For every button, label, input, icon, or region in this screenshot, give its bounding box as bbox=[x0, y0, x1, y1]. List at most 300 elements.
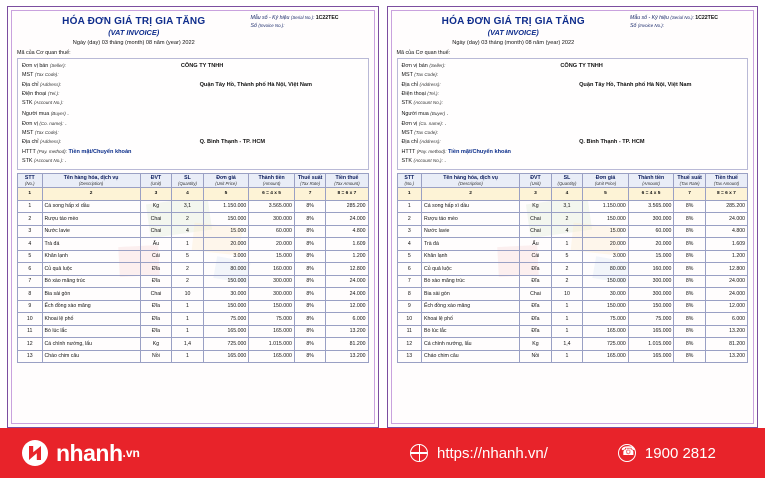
buyer-mst-label: MST bbox=[401, 130, 413, 137]
buyer-name-row bbox=[22, 110, 364, 119]
buyer-stk-label: STK bbox=[401, 158, 412, 165]
buyer-address-value: Q. Bình Thạnh - TP. HCM bbox=[579, 139, 645, 146]
seller-phone-label-en: (Tel.): bbox=[47, 90, 60, 96]
cell-price: 15.000 bbox=[583, 225, 629, 238]
table-row bbox=[18, 213, 369, 226]
table-row bbox=[18, 350, 369, 363]
cell-unit: Cái bbox=[140, 250, 172, 263]
col-number: 2 bbox=[422, 188, 520, 201]
seller-mst-label: MST bbox=[22, 72, 34, 79]
cell-rate: 8% bbox=[674, 225, 706, 238]
th-tax-amount-en: (Tax Amount) bbox=[334, 181, 360, 187]
brand-tld: .vn bbox=[122, 446, 140, 460]
cell-tax: 12.000 bbox=[326, 300, 368, 313]
cell-name: Rượu táo mèo bbox=[422, 213, 520, 226]
cell-tax: 6.000 bbox=[326, 313, 368, 326]
cell-amount: 75.000 bbox=[249, 313, 295, 326]
th-tax-rate bbox=[294, 173, 326, 188]
cell-unit: Kg bbox=[520, 338, 552, 351]
invoice-date: Ngày (day) 03 tháng (month) 08 năm (year) 2022 bbox=[72, 40, 195, 46]
buyer-payment-value: Tiền mặt/Chuyển khoản bbox=[447, 148, 511, 155]
cell-tax: 285.200 bbox=[326, 200, 368, 213]
cell-unit: Chai bbox=[140, 288, 172, 301]
cell-unit: Đĩa bbox=[520, 313, 552, 326]
nhanh-logo-icon bbox=[22, 440, 48, 466]
cell-rate: 8% bbox=[674, 350, 706, 363]
cell-qty: 1 bbox=[551, 300, 583, 313]
table-row bbox=[18, 238, 369, 251]
invoice-number-label-en: (Invoice No.): bbox=[637, 22, 664, 28]
cell-price: 725.000 bbox=[583, 338, 629, 351]
cell-tax: 81.200 bbox=[326, 338, 368, 351]
invoice-left bbox=[7, 6, 379, 428]
col-number: 1 bbox=[18, 188, 43, 201]
buyer-address-label-en: (Address): bbox=[39, 139, 62, 145]
buyer-payment-label: HTTT bbox=[22, 148, 36, 155]
cell-qty: 2 bbox=[551, 263, 583, 276]
invoice-number-label: Số bbox=[250, 22, 257, 29]
cell-stt: 4 bbox=[397, 238, 422, 251]
seller-phone-label: Điện thoại bbox=[22, 90, 47, 97]
cell-qty: 1,4 bbox=[551, 338, 583, 351]
cell-qty: 1 bbox=[172, 300, 204, 313]
footer-phone[interactable] bbox=[618, 444, 716, 462]
cell-qty: 1 bbox=[551, 238, 583, 251]
cell-stt: 13 bbox=[18, 350, 43, 363]
invoice-form-label: Mẫu số - Ký hiệu bbox=[630, 15, 669, 21]
cell-price: 165.000 bbox=[583, 350, 629, 363]
cell-name: Cá song hấp xì dầu bbox=[422, 200, 520, 213]
table-body-left bbox=[18, 188, 369, 363]
cell-unit: Cái bbox=[520, 250, 552, 263]
seller-block bbox=[397, 58, 749, 170]
cell-amount: 160.000 bbox=[628, 263, 674, 276]
cell-unit: Chai bbox=[520, 213, 552, 226]
seller-phone-row bbox=[22, 90, 364, 99]
cell-tax: 12.000 bbox=[705, 300, 747, 313]
cell-price: 3.000 bbox=[583, 250, 629, 263]
cell-qty: 1,4 bbox=[172, 338, 204, 351]
cell-qty: 4 bbox=[551, 225, 583, 238]
table-row bbox=[18, 225, 369, 238]
seller-address-row bbox=[402, 81, 744, 90]
invoice-number-row bbox=[251, 23, 369, 31]
cell-tax: 24.000 bbox=[705, 275, 747, 288]
col-number: 6 = 4 x 5 bbox=[628, 188, 674, 201]
th-unit-price bbox=[203, 173, 249, 188]
col-number: 7 bbox=[294, 188, 326, 201]
col-number: 4 bbox=[551, 188, 583, 201]
cell-amount: 300.000 bbox=[249, 288, 295, 301]
invoice-title: HÓA ĐƠN GIÁ TRỊ GIA TĂNG bbox=[62, 16, 206, 27]
cell-amount: 165.000 bbox=[249, 325, 295, 338]
cell-rate: 8% bbox=[674, 325, 706, 338]
buyer-name-row bbox=[402, 110, 744, 119]
th-stt-vi: STT bbox=[24, 174, 35, 181]
cell-rate: 8% bbox=[294, 238, 326, 251]
buyer-address-row bbox=[22, 138, 364, 147]
seller-stk-row bbox=[402, 99, 744, 108]
cell-rate: 8% bbox=[674, 288, 706, 301]
th-tax-rate-vi: Thuế suất bbox=[677, 174, 702, 181]
invoice-header bbox=[397, 14, 749, 46]
cell-tax: 24.000 bbox=[326, 275, 368, 288]
seller-mst-label-en: (Tax Code): bbox=[34, 72, 59, 78]
seller-phone-row bbox=[402, 90, 744, 99]
line-items-table bbox=[397, 173, 749, 364]
brand-name: nhanh bbox=[56, 439, 123, 466]
cell-stt: 5 bbox=[18, 250, 43, 263]
cell-stt: 4 bbox=[18, 238, 43, 251]
cell-name: Bia sài gòn bbox=[422, 288, 520, 301]
cell-price: 15.000 bbox=[203, 225, 249, 238]
table-row bbox=[397, 263, 748, 276]
cell-price: 165.000 bbox=[583, 325, 629, 338]
invoice-form-row bbox=[251, 15, 369, 23]
cell-stt: 5 bbox=[397, 250, 422, 263]
seller-stk-label-en: (Account No.): bbox=[33, 100, 64, 106]
table-row bbox=[397, 300, 748, 313]
cell-rate: 8% bbox=[294, 213, 326, 226]
cell-amount: 165.000 bbox=[249, 350, 295, 363]
buyer-block bbox=[402, 110, 744, 166]
cell-rate: 8% bbox=[674, 275, 706, 288]
cell-name: Khăn lạnh bbox=[422, 250, 520, 263]
cell-price: 30.000 bbox=[583, 288, 629, 301]
buyer-block bbox=[22, 110, 364, 166]
seller-unit-label: Đơn vị bán bbox=[401, 63, 428, 69]
cell-amount: 300.000 bbox=[628, 288, 674, 301]
th-unit-price-vi: Đơn giá bbox=[216, 174, 236, 181]
invoice-form-label: Mẫu số - Ký hiệu bbox=[250, 15, 290, 21]
cell-tax: 81.200 bbox=[705, 338, 747, 351]
cell-tax: 12.800 bbox=[705, 263, 747, 276]
buyer-address-label-en: (Address): bbox=[419, 139, 441, 145]
cell-amount: 300.000 bbox=[249, 275, 295, 288]
th-tax-amount bbox=[705, 173, 747, 188]
cell-stt: 12 bbox=[397, 338, 422, 351]
buyer-payment-label-en: (Pay. method): bbox=[416, 148, 447, 154]
cell-unit: Chai bbox=[140, 213, 172, 226]
cell-price: 3.000 bbox=[203, 250, 249, 263]
seller-unit-value: CÔNG TY TNHH bbox=[560, 63, 603, 69]
invoice-subtitle: (VAT INVOICE) bbox=[108, 28, 160, 37]
buyer-address-label: Địa chỉ bbox=[401, 139, 418, 146]
col-number: 7 bbox=[674, 188, 706, 201]
tax-office-label: Mã của Cơ quan thuế: bbox=[396, 50, 451, 56]
cell-price: 20.000 bbox=[203, 238, 249, 251]
th-stt bbox=[397, 173, 422, 188]
table-body-right bbox=[397, 188, 748, 363]
col-number: 5 bbox=[583, 188, 629, 201]
cell-stt: 6 bbox=[397, 263, 422, 276]
cell-rate: 8% bbox=[294, 338, 326, 351]
cell-qty: 10 bbox=[551, 288, 583, 301]
buyer-payment-row bbox=[402, 148, 744, 158]
table-row bbox=[18, 250, 369, 263]
cell-qty: 2 bbox=[551, 275, 583, 288]
tax-office-label: Mã của Cơ quan thuế: bbox=[17, 50, 71, 56]
cell-unit: Nồi bbox=[520, 350, 552, 363]
cell-unit: Chai bbox=[140, 225, 172, 238]
th-tax-rate-vi: Thuế suất bbox=[297, 174, 323, 181]
globe-icon bbox=[410, 444, 428, 462]
cell-name: Rượu táo mèo bbox=[42, 213, 140, 226]
buyer-address-row bbox=[402, 138, 744, 147]
cell-amount: 60.000 bbox=[249, 225, 295, 238]
cell-amount: 1.015.000 bbox=[628, 338, 674, 351]
cell-name: Củ quả luộc bbox=[422, 263, 520, 276]
cell-price: 165.000 bbox=[203, 325, 249, 338]
cell-stt: 11 bbox=[397, 325, 422, 338]
cell-tax: 1.200 bbox=[705, 250, 747, 263]
cell-rate: 8% bbox=[294, 200, 326, 213]
cell-qty: 2 bbox=[172, 213, 204, 226]
cell-unit: Chai bbox=[520, 225, 552, 238]
th-unit-price-en: (Unit Price) bbox=[594, 181, 617, 187]
table-row bbox=[397, 238, 748, 251]
cell-tax: 24.000 bbox=[705, 213, 747, 226]
invoice-form-row bbox=[630, 15, 748, 23]
seller-stk-label: STK bbox=[22, 100, 33, 107]
th-tax-amount-vi: Tiền thuế bbox=[335, 174, 359, 181]
cell-name: Nước lavie bbox=[422, 225, 520, 238]
cell-name: Khoai lệ phố bbox=[422, 313, 520, 326]
cell-tax: 285.200 bbox=[705, 200, 747, 213]
table-header-row bbox=[397, 173, 748, 188]
cell-rate: 8% bbox=[294, 350, 326, 363]
cell-name: Cháo chim câu bbox=[422, 350, 520, 363]
seller-unit-label-en: (Seller): bbox=[49, 63, 66, 68]
invoice-date: Ngày (day) 03 tháng (month) 08 năm (year) 2022 bbox=[452, 40, 575, 46]
th-amount-vi: Thành tiền bbox=[258, 174, 285, 181]
th-stt-vi: STT bbox=[404, 174, 415, 181]
cell-name: Khăn lạnh bbox=[42, 250, 140, 263]
cell-amount: 165.000 bbox=[628, 325, 674, 338]
cell-name: Bò lúc lắc bbox=[42, 325, 140, 338]
th-stt-en: (No.) bbox=[404, 181, 415, 187]
cell-amount: 3.565.000 bbox=[249, 200, 295, 213]
cell-price: 75.000 bbox=[583, 313, 629, 326]
buyer-name-label: Người mua bbox=[401, 111, 429, 118]
seller-unit-label: Đơn vị bán bbox=[22, 63, 49, 69]
cell-rate: 8% bbox=[674, 213, 706, 226]
cell-name: Nước lavie bbox=[42, 225, 140, 238]
cell-price: 1.150.000 bbox=[583, 200, 629, 213]
invoice-number-label-en: (Invoice No.): bbox=[258, 22, 285, 28]
cell-rate: 8% bbox=[674, 313, 706, 326]
seller-phone-label-en: (Tel.): bbox=[427, 90, 439, 96]
buyer-mst-label: MST bbox=[22, 130, 34, 137]
cell-rate: 8% bbox=[294, 225, 326, 238]
buyer-name-label: Người mua bbox=[22, 111, 50, 118]
col-number: 8 = 6 x 7 bbox=[326, 188, 368, 201]
table-row bbox=[18, 300, 369, 313]
th-description-en: (Description) bbox=[458, 181, 483, 187]
buyer-stk-label: STK bbox=[22, 158, 33, 165]
buyer-mst-label-en: (Tax Code): bbox=[34, 130, 59, 136]
th-description bbox=[422, 173, 520, 188]
buyer-unit-label-en: (Co. name): bbox=[39, 120, 64, 126]
cell-qty: 1 bbox=[172, 325, 204, 338]
cell-amount: 60.000 bbox=[628, 225, 674, 238]
th-stt bbox=[18, 173, 43, 188]
th-quantity-vi: SL bbox=[563, 174, 571, 181]
cell-qty: 1 bbox=[172, 313, 204, 326]
cell-tax: 1.609 bbox=[326, 238, 368, 251]
cell-price: 725.000 bbox=[203, 338, 249, 351]
cell-tax: 24.000 bbox=[326, 288, 368, 301]
invoice-form-value: 1C22TEC bbox=[315, 15, 339, 21]
cell-stt: 3 bbox=[397, 225, 422, 238]
th-unit-en: (Unit) bbox=[150, 181, 162, 187]
cell-unit: Kg bbox=[140, 338, 172, 351]
buyer-name-value: . bbox=[67, 111, 69, 118]
th-amount-vi: Thành tiền bbox=[637, 174, 665, 181]
cell-amount: 1.015.000 bbox=[249, 338, 295, 351]
col-number: 2 bbox=[42, 188, 140, 201]
cell-tax: 24.000 bbox=[326, 213, 368, 226]
cell-name: Cá song hấp xì dầu bbox=[42, 200, 140, 213]
buyer-unit-value: . bbox=[444, 120, 447, 127]
buyer-mst-row bbox=[22, 129, 364, 138]
buyer-unit-row bbox=[402, 120, 744, 129]
cell-rate: 8% bbox=[674, 338, 706, 351]
invoice-form-value: 1C22TEC bbox=[695, 15, 719, 21]
cell-unit: Đĩa bbox=[520, 325, 552, 338]
cell-tax: 13.200 bbox=[705, 325, 747, 338]
buyer-unit-label: Đơn vị bbox=[22, 120, 38, 127]
cell-tax: 13.200 bbox=[326, 350, 368, 363]
cell-stt: 10 bbox=[397, 313, 422, 326]
th-unit-vi: ĐVT bbox=[150, 174, 162, 181]
cell-rate: 8% bbox=[294, 275, 326, 288]
invoice-header bbox=[17, 14, 369, 46]
seller-mst-label-en: (Tax Code): bbox=[414, 72, 439, 78]
table-row bbox=[18, 288, 369, 301]
seller-address-label-en: (Address): bbox=[419, 81, 441, 87]
table-row bbox=[397, 225, 748, 238]
table-row bbox=[18, 325, 369, 338]
cell-amount: 150.000 bbox=[249, 300, 295, 313]
seller-stk-row bbox=[22, 99, 364, 108]
line-items-table bbox=[17, 173, 369, 364]
cell-name: Bò lúc lắc bbox=[422, 325, 520, 338]
buyer-mst-label-en: (Tax Code): bbox=[414, 130, 439, 136]
cell-amount: 300.000 bbox=[628, 213, 674, 226]
th-description bbox=[42, 173, 140, 188]
invoice-right bbox=[387, 6, 759, 428]
cell-unit: Đĩa bbox=[520, 300, 552, 313]
seller-unit-row bbox=[22, 62, 364, 71]
table-row bbox=[18, 263, 369, 276]
footer-bar bbox=[0, 428, 765, 478]
cell-qty: 3,1 bbox=[172, 200, 204, 213]
cell-stt: 8 bbox=[18, 288, 43, 301]
th-unit-price-vi: Đơn giá bbox=[595, 174, 616, 181]
table-row bbox=[18, 313, 369, 326]
cell-tax: 13.200 bbox=[326, 325, 368, 338]
buyer-stk-label-en: (Account No.): bbox=[413, 158, 443, 164]
invoice-form-label-en: (Serial No.): bbox=[290, 15, 315, 20]
cell-unit: Đĩa bbox=[140, 313, 172, 326]
seller-stk-label-en: (Account No.): bbox=[413, 100, 443, 106]
cell-amount: 150.000 bbox=[628, 300, 674, 313]
th-unit bbox=[520, 173, 552, 188]
buyer-stk-value: . bbox=[444, 158, 446, 165]
col-number: 1 bbox=[397, 188, 422, 201]
cell-stt: 6 bbox=[18, 263, 43, 276]
buyer-unit-row bbox=[22, 120, 364, 129]
cell-unit: Đĩa bbox=[140, 275, 172, 288]
cell-qty: 1 bbox=[551, 313, 583, 326]
cell-amount: 160.000 bbox=[249, 263, 295, 276]
buyer-stk-row bbox=[402, 157, 744, 166]
footer-website-text: https://nhanh.vn/ bbox=[437, 444, 548, 462]
buyer-address-label: Địa chỉ bbox=[22, 139, 39, 146]
th-unit-en: (Unit) bbox=[530, 181, 541, 187]
th-description-en: (Description) bbox=[78, 181, 104, 187]
invoice-title: HÓA ĐƠN GIÁ TRỊ GIA TĂNG bbox=[441, 16, 585, 27]
col-number: 6 = 4 x 5 bbox=[249, 188, 295, 201]
phone-icon bbox=[618, 444, 636, 462]
table-row bbox=[397, 350, 748, 363]
seller-address-row bbox=[22, 81, 364, 90]
invoice-number-label: Số bbox=[630, 22, 637, 29]
cell-amount: 20.000 bbox=[249, 238, 295, 251]
th-quantity-en: (Quantity) bbox=[178, 181, 197, 187]
cell-name: Ếch đồng xào măng bbox=[42, 300, 140, 313]
cell-qty: 5 bbox=[551, 250, 583, 263]
cell-qty: 1 bbox=[551, 325, 583, 338]
th-description-vi: Tên hàng hóa, dịch vụ bbox=[63, 174, 119, 181]
cell-amount: 15.000 bbox=[249, 250, 295, 263]
cell-unit: Đĩa bbox=[140, 263, 172, 276]
buyer-payment-value: Tiền mặt/Chuyển khoản bbox=[68, 148, 132, 155]
th-stt-en: (No.) bbox=[24, 181, 35, 187]
cell-name: Củ quả luộc bbox=[42, 263, 140, 276]
seller-address-label-en: (Address): bbox=[39, 81, 62, 87]
table-header-row bbox=[18, 173, 369, 188]
cell-amount: 15.000 bbox=[628, 250, 674, 263]
table-column-number-row bbox=[397, 188, 748, 201]
cell-qty: 2 bbox=[551, 213, 583, 226]
th-quantity-vi: SL bbox=[184, 174, 191, 181]
footer-website[interactable] bbox=[410, 444, 548, 462]
cell-name: Khoai lệ phố bbox=[42, 313, 140, 326]
cell-tax: 13.200 bbox=[705, 350, 747, 363]
cell-amount: 3.565.000 bbox=[628, 200, 674, 213]
th-quantity-en: (Quantity) bbox=[557, 181, 577, 187]
seller-mst-row bbox=[402, 71, 744, 80]
th-amount bbox=[249, 173, 295, 188]
buyer-payment-label: HTTT bbox=[401, 148, 416, 155]
buyer-stk-row bbox=[22, 157, 364, 166]
seller-block bbox=[17, 58, 369, 170]
cell-unit: Chai bbox=[520, 288, 552, 301]
cell-price: 80.000 bbox=[203, 263, 249, 276]
buyer-name-value: . bbox=[446, 111, 449, 118]
th-tax-amount bbox=[326, 173, 368, 188]
col-number: 5 bbox=[203, 188, 249, 201]
cell-rate: 8% bbox=[294, 325, 326, 338]
col-number: 8 = 6 x 7 bbox=[705, 188, 747, 201]
th-description-vi: Tên hàng hóa, dịch vụ bbox=[443, 174, 498, 181]
brand-logo bbox=[0, 440, 300, 467]
cell-rate: 8% bbox=[674, 300, 706, 313]
cell-price: 150.000 bbox=[203, 275, 249, 288]
cell-price: 150.000 bbox=[203, 300, 249, 313]
